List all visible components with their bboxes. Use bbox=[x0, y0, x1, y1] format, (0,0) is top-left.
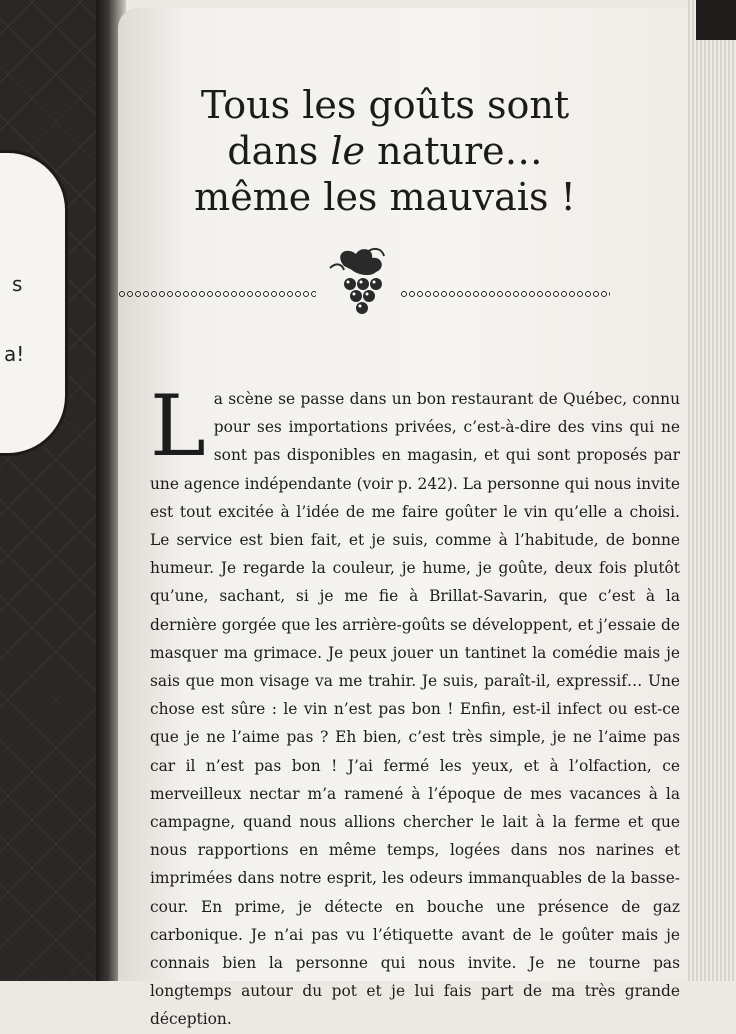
page-edges bbox=[688, 0, 736, 981]
article-paragraph: a scène se passe dans un bon restaurant de Québec, connu pour ses importations privées, c’est-à-dire des vins qui ne sont pas disponibles en magasin, et qui sont proposés par une agence indépendante (voir p. 242). La personne qui nous invite est tout excitée à l’idée de me faire goûter le vin qu’elle a choisi. Le service est bien fait, et je suis, comme à l’habitude, de bonne humeur. Je regarde la couleur, je hume, je goûte, deux fois plutôt qu’une, sachant, si je me fie à Brillat-Savarin, que c’est à la dernière gorgée que les arrière-goûts se développent, et j’essaie de masquer ma grimace. Je peux jouer un tantinet la comédie mais je sais que mon visage va me trahir. Je suis, paraît-il, expressif… Une chose est sûre : le vin n’est pas bon ! Enfin, est-il infect ou est-ce que je ne l’aime pas ? Eh bien, c’est très simple, je ne l’aime pas car il n’est pas bon ! J’ai fermé les yeux, et à l’olfaction, ce merveilleux nectar m’a ramené à l’époque de mes vacances à la campagne, quand nous allions chercher le lait à la ferme et que nous rapportions en même temps, logées dans nos narines et imprimées dans notre esprit, les odeurs immanquables de la basse-cour. En prime, je détecte en bouche une présence de gaz carbonique. Je n’ai pas vu l’étiquette avant de le goûter mais je connais bien la personne qui nous invite. Je ne tourne pas longtemps autour du pot et je lui fais part de ma très grande déception. bbox=[150, 390, 680, 1029]
title-line-2-end: nature… bbox=[365, 129, 543, 173]
title-line-2-start: dans bbox=[227, 129, 331, 173]
grape-vine-icon bbox=[326, 244, 390, 324]
background-corner bbox=[696, 0, 736, 40]
title-line-2-emphasis: le bbox=[330, 129, 366, 173]
chapter-title bbox=[130, 82, 640, 220]
article-body bbox=[150, 377, 680, 1034]
left-page-fragment-2: a! bbox=[4, 342, 25, 366]
ornament-line-right bbox=[400, 290, 610, 300]
left-page-fragment-1: s bbox=[12, 272, 23, 296]
drop-cap: L bbox=[150, 377, 206, 475]
ornament-line-left bbox=[118, 290, 316, 300]
title-line-1: Tous les goûts sont bbox=[200, 83, 570, 127]
left-speech-bubble bbox=[0, 150, 68, 456]
title-line-3: même les mauvais ! bbox=[194, 175, 576, 219]
